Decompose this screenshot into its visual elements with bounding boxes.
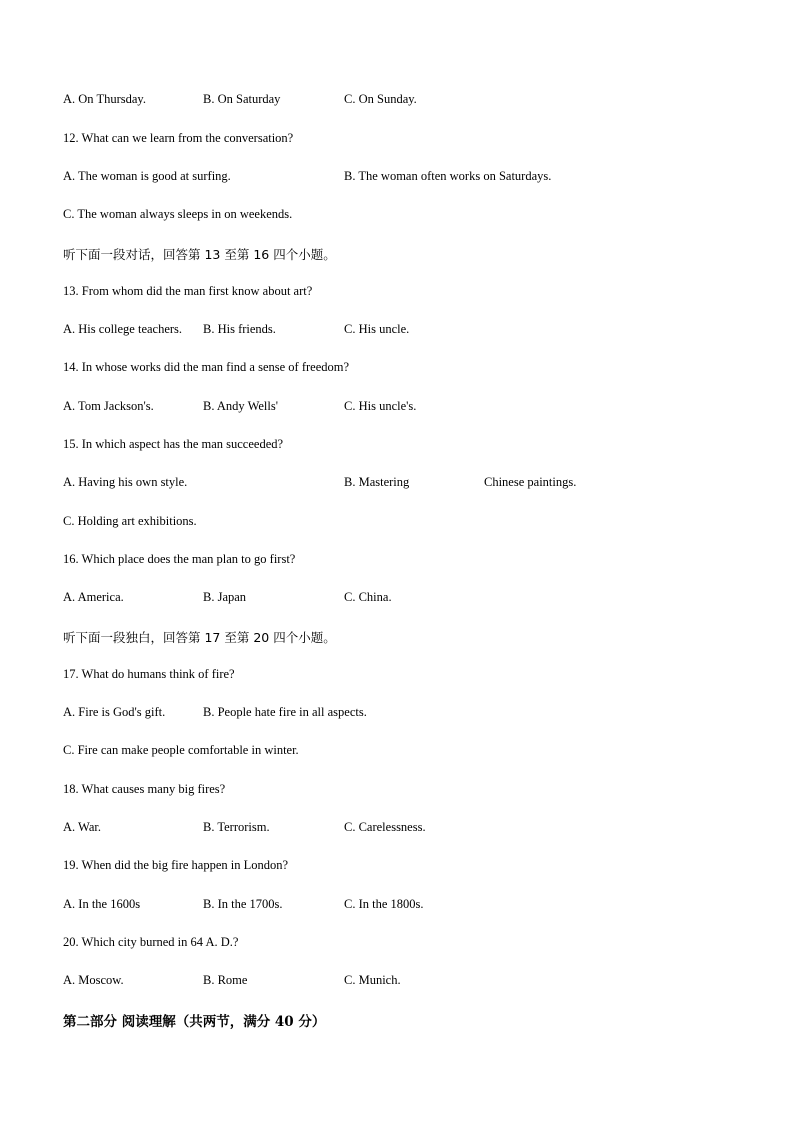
q12-option-c: C. The woman always sleeps in on weekends. (63, 207, 293, 221)
q13-option-c: C. His uncle. (344, 322, 410, 336)
q19-question: 19. When did the big fire happen in London? (63, 858, 289, 872)
q14-option-a: A. Tom Jackson's. (63, 399, 154, 413)
q18-option-a: A. War. (63, 820, 101, 834)
q11-option-a: A. On Thursday. (63, 92, 146, 106)
q14-option-c: C. His uncle's. (344, 399, 417, 413)
q20-option-a: A. Moscow. (63, 973, 124, 987)
q13-option-a: A. His college teachers. (63, 322, 183, 336)
part-two-heading: 第二部分 阅读理解（共两节，满分 40 分） (63, 1014, 326, 1030)
q13-question: 13. From whom did the man first know about art? (63, 284, 313, 298)
q17-option-a: A. Fire is God's gift. (63, 705, 166, 719)
q16-question: 16. Which place does the man plan to go first? (63, 552, 296, 566)
q15-option-b: B. Mastering (344, 475, 410, 489)
q18-option-b: B. Terrorism. (203, 820, 270, 834)
q12-question: 12. What can we learn from the conversation? (63, 131, 294, 145)
q12-option-a: A. The woman is good at surfing. (63, 169, 231, 183)
q20-question: 20. Which city burned in 64 A. D.? (63, 935, 239, 949)
q16-option-c: C. China. (344, 590, 392, 604)
q11-option-c: C. On Sunday. (344, 92, 417, 106)
q15-option-b-continued: Chinese paintings. (484, 475, 577, 489)
q11-option-b: B. On Saturday (203, 92, 281, 106)
q20-option-b: B. Rome (203, 973, 248, 987)
q19-option-c: C. In the 1800s. (344, 897, 424, 911)
q17-option-c: C. Fire can make people comfortable in winter. (63, 743, 299, 757)
q19-option-a: A. In the 1600s (63, 897, 141, 911)
q17-question: 17. What do humans think of fire? (63, 667, 235, 681)
q16-option-a: A. America. (63, 590, 124, 604)
section-instruction-17-20: 听下面一段独白，回答第 17 至第 20 四个小题。 (63, 630, 336, 645)
q20-option-c: C. Munich. (344, 973, 401, 987)
q14-question: 14. In whose works did the man find a sense of freedom? (63, 360, 350, 374)
q13-option-b: B. His friends. (203, 322, 276, 336)
q15-option-a: A. Having his own style. (63, 475, 188, 489)
q14-option-b: B. Andy Wells' (203, 399, 278, 413)
q16-option-b: B. Japan (203, 590, 247, 604)
q15-question: 15. In which aspect has the man succeeded? (63, 437, 284, 451)
q12-option-b: B. The woman often works on Saturdays. (344, 169, 552, 183)
section-instruction-13-16: 听下面一段对话，回答第 13 至第 16 四个小题。 (63, 247, 336, 262)
q18-option-c: C. Carelessness. (344, 820, 426, 834)
q19-option-b: B. In the 1700s. (203, 897, 283, 911)
q15-option-c: C. Holding art exhibitions. (63, 514, 197, 528)
q17-option-b: B. People hate fire in all aspects. (203, 705, 367, 719)
q18-question: 18. What causes many big fires? (63, 782, 226, 796)
